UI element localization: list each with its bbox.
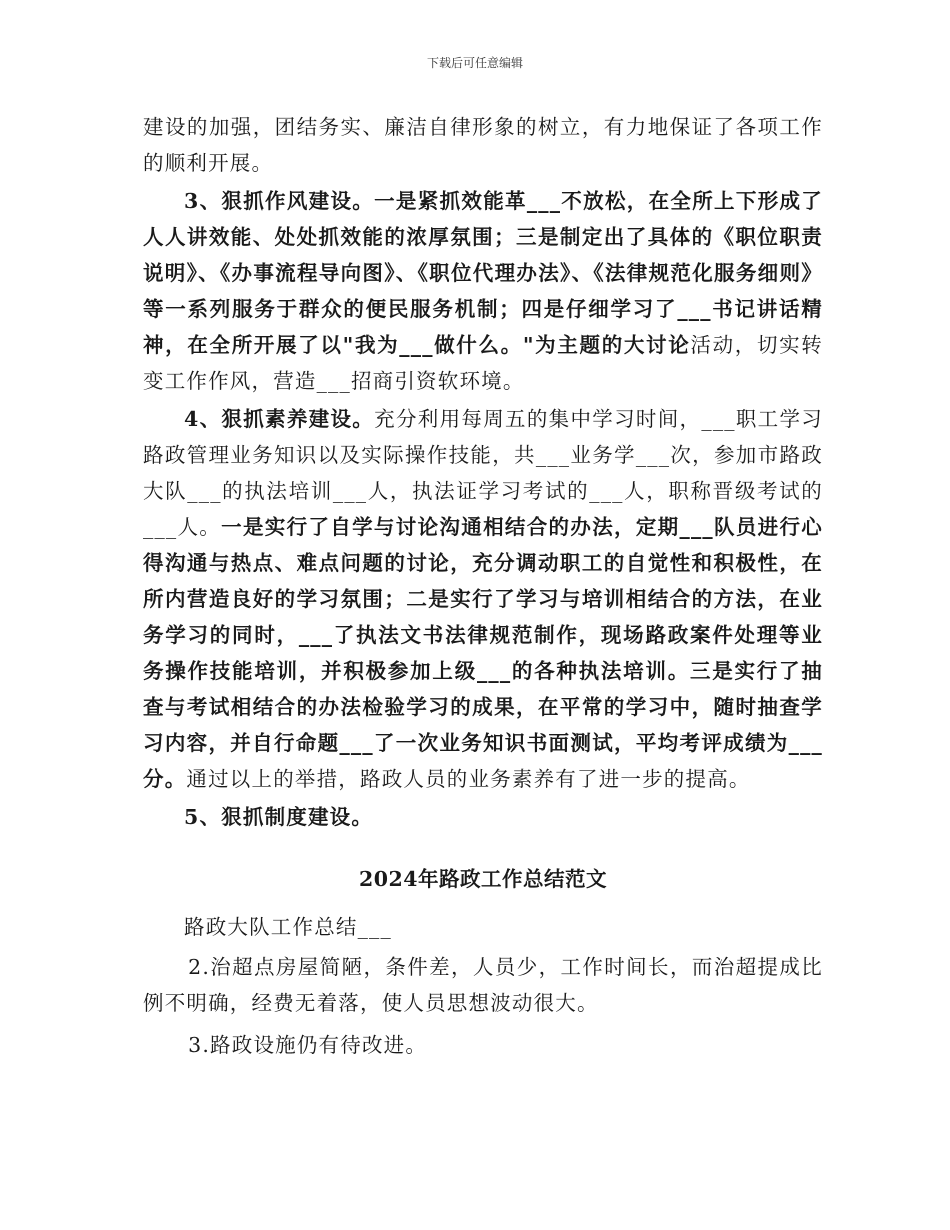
section-subtitle: 路政大队工作总结___ [184, 915, 392, 939]
quality-lead: 4、狠抓素养建设。 [184, 407, 375, 431]
paragraph-continuation: 建设的加强，团结务实、廉洁自律形象的树立，有力地保证了各项工作的顺利开展。 [143, 115, 823, 175]
quality-plain: 充分利用每周五的集中学习时间，___职工学习路政管理业务知识以及实际操作技能，共___业务学___次，参加市路政大队___的执法培训___人，执法证学习考试的___人，职称晋级考试的___人。 [143, 407, 823, 539]
paragraph-system: 5、狠抓制度建设。 [184, 805, 374, 829]
document-body [143, 109, 823, 1063]
list-item-3: 3.路政设施仍有待改进。 [188, 1033, 428, 1057]
quality-bold: 一是实行了自学与讨论沟通相结合的办法，定期___队员进行心得沟通与热点、难点问题的讨论，充分调动职工的自觉性和积极性，在所内营造良好的学习氛围；二是实行了学习与培训相结合的方法，在业务学习的同时，___了执法文书法律规范制作，现场路政案件处理等业务操作技能培训，并积极参加上级___的各种执法培训。三是实行了抽查与考试相结合的办法检验学习的成果，在平常的学习中，随时抽查学习内容，并自行命题___了一次业务知识书面测试，平均考评成绩为___分。 [143, 515, 823, 791]
paragraph-work-style [143, 183, 823, 399]
list-item-2: 2.治超点房屋简陋，条件差，人员少，工作时间长，而治超提成比例不明确，经费无着落，使人员思想波动很大。 [143, 955, 823, 1015]
work-style-text: 3、狠抓作风建设。一是紧抓效能革___不放松，在全所上下形成了人人讲效能、处处抓效能的浓厚氛围；三是制定出了具体的《职位职责说明》、《办事流程导向图》、《职位代理办法》、《法律规范化服务细则》等一系列服务于群众的便民服务机制；四是仔细学习了___书记讲话精神，在全所开展了以"我为___做什么。"为主题的大讨论 [143, 189, 823, 357]
work-style-tail: 活动，切实转变工作作风，营造___招商引资软环境。 [143, 333, 824, 393]
page-header-note: 下载后可任意编辑 [426, 56, 523, 70]
quality-end: 通过以上的举措，路政人员的业务素养有了进一步的提高。 [186, 767, 751, 791]
section-title: 2024年路政工作总结范文 [358, 867, 608, 891]
paragraph-quality [143, 401, 823, 797]
